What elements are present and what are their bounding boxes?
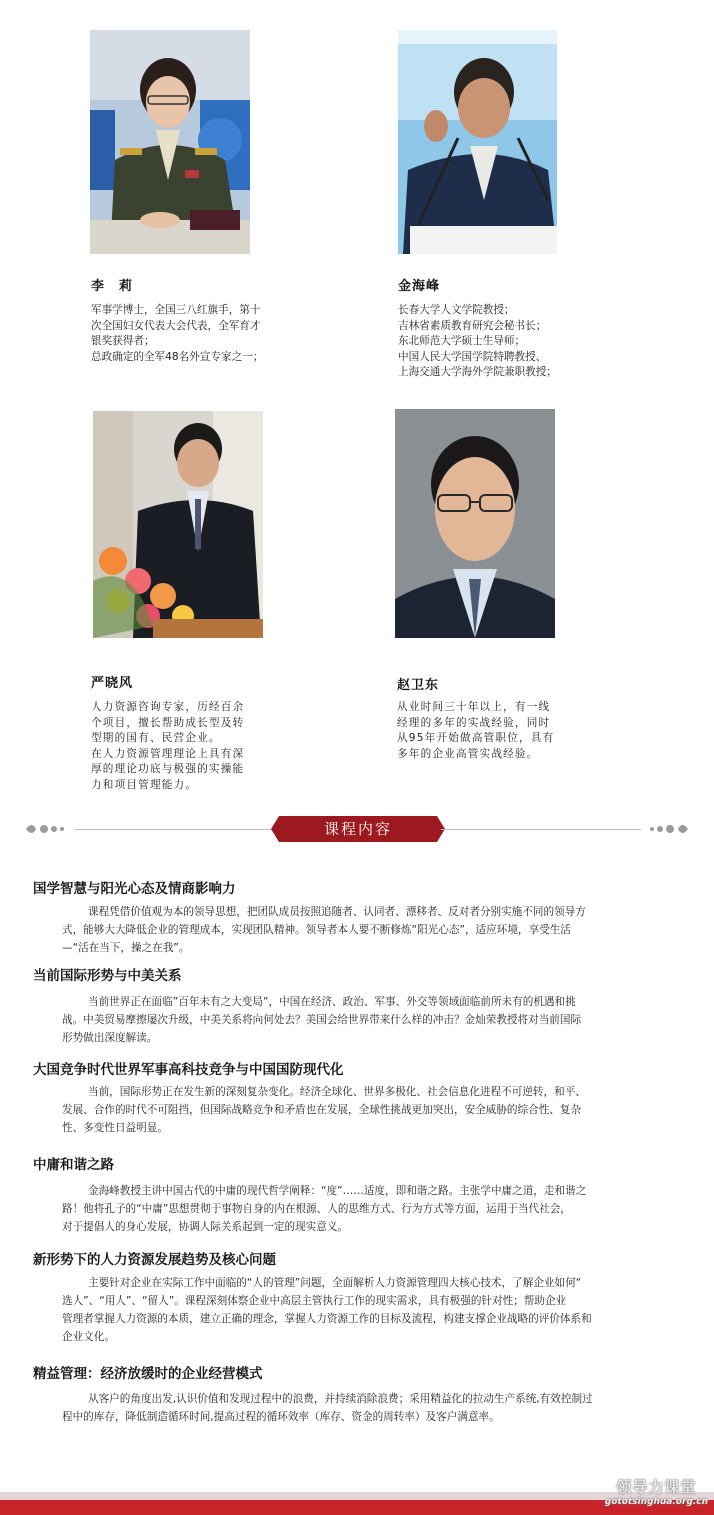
course-line: 企业文化。 [62, 1331, 115, 1343]
portrait-lecturer-microphone-icon [398, 30, 557, 254]
course-title: 大国竞争时代世界军事高科技竞争与中国国防现代化 [33, 1062, 344, 1078]
ornament-right-icon [644, 818, 690, 840]
bio-line: 厚的理论功底与极强的实操能 [91, 763, 245, 775]
speaker-name: 严晓风 [91, 676, 134, 691]
course-title: 精益管理：经济放缓时的企业经营模式 [33, 1366, 263, 1382]
bio-line: 中国人民大学国学院特聘教授、 [398, 350, 547, 363]
bio-line: 从95年开始做高管职位，具有 [397, 732, 555, 744]
course-description [62, 993, 650, 1047]
bio-line: 东北师范大学硕士生导师； [398, 335, 526, 347]
bio-line: 在人力资源管理理论上具有深 [91, 747, 245, 760]
bio-line: 总政确定的全军48名外宣专家之一； [91, 350, 264, 363]
course-line: 式，能够大大降低企业的管理成本，实现团队精神。领导者本人要不断修炼“阳光心态”，适应环境，享受生活 [62, 924, 571, 936]
bio-line: 银奖获得者； [91, 335, 155, 347]
speaker-bio [91, 700, 244, 793]
course-line: 程中的库存，降低制造循环时间,提高过程的循环效率（库存、资金的周转率）及客户满意率。 [62, 1411, 500, 1423]
course-line: 当前，国际形势正在发生新的深刻复杂变化。经济全球化、世界多极化、社会信息化进程不可逆转，和平、 [88, 1086, 586, 1098]
course-title: 新形势下的人力资源发展趋势及核心问题 [33, 1252, 276, 1268]
course-title: 中庸和谐之路 [33, 1157, 114, 1173]
divider-line-left [75, 829, 275, 830]
course-line: 形势做出深度解读。 [62, 1032, 158, 1044]
course-line: 课程凭借价值观为本的领导思想，把团队成员按照追随者、认同者、漂移者、反对者分别实施不同的领导方 [88, 906, 586, 918]
course-title: 国学智慧与阳光心态及情商影响力 [33, 881, 236, 897]
watermark-url: gototsinghua.org.cn [604, 1497, 708, 1507]
course-description [62, 1274, 650, 1346]
ornament-left-icon [24, 818, 70, 840]
course-line: 管理者掌握人力资源的本质，建立正确的理念，掌握人力资源工作的目标及流程，构建支撑企业战略的评价体系和 [62, 1313, 592, 1325]
bio-line: 经理的多年的实战经验，同时 [397, 716, 551, 729]
course-line: 当前世界正在面临”百年未有之大变局”，中国在经济、政治、军事、外交等领域面临前所未有的机遇和挑 [88, 996, 576, 1008]
course-title: 当前国际形势与中美关系 [33, 968, 182, 984]
course-line: 战。中美贸易摩擦屡次升级，中美关系将向何处去？美国会给世界带来什么样的冲击？金灿荣教授将对当前国际 [62, 1014, 582, 1026]
course-description [62, 903, 650, 957]
bio-line: 吉林省素质教育研究会秘书长； [398, 319, 547, 332]
course-line: 从客户的角度出发,认识价值和发现过程中的浪费，并持续消除浪费；采用精益化的拉动生产系统,有效控制过 [88, 1393, 593, 1405]
portrait-speaker-podium-flowers-icon [93, 411, 263, 638]
bio-line: 型期的国有、民营企业。 [91, 732, 221, 744]
course-line: 发展、合作的时代不可阻挡，但国际战略竞争和矛盾也在发展，全球性挑战更加突出，安全威胁的综合性、复杂 [62, 1104, 582, 1116]
bio-line: 个项目，擅长帮助成长型及转 [91, 716, 245, 729]
speaker-bio [91, 303, 263, 365]
course-line: 主要针对企业在实际工作中面临的“人的管理”问题，全面解析人力资源管理四大核心技术，了解企业如何“ [88, 1277, 582, 1289]
course-line: 金海峰教授主讲中国古代的中庸的现代哲学阐释：“度”……适度，即和谐之路。主张学中庸之道，走和谐之 [88, 1185, 587, 1197]
course-line: 路！他将孔子的“中庸”思想贯彻于事物自身的内在根源、人的思维方式、行为方式等方面，运用于当代社会， [62, 1203, 571, 1215]
course-line: —“活在当下，操之在我”。 [62, 942, 190, 954]
speaker-name: 赵卫东 [397, 678, 440, 693]
watermark [605, 1476, 708, 1507]
watermark-title: 领导力课堂 [616, 1478, 697, 1496]
portrait-military-officer-icon [90, 30, 250, 254]
portrait-formal-headshot-icon [395, 409, 555, 638]
speaker-name: 金海峰 [398, 279, 441, 294]
divider-line-right [441, 829, 641, 830]
bio-line: 多年的企业高管实战经验。 [397, 747, 539, 760]
bio-line: 人力资源咨询专家，历经百余 [91, 701, 245, 713]
course-description [62, 1182, 650, 1236]
bio-line: 从业时间三十年以上，有一线 [397, 701, 551, 713]
section-divider [0, 814, 714, 844]
course-line: 性、多变性日益明显。 [62, 1122, 168, 1134]
course-description [62, 1390, 650, 1426]
section-header: 课程内容 [279, 816, 437, 842]
course-description [62, 1083, 650, 1137]
course-line: 选人”、“用人”、“留人”。课程深刻体察企业中高层主管执行工作的现实需求，具有极强的针对性；帮助企业 [62, 1295, 567, 1307]
speaker-bio [397, 700, 554, 762]
bio-line: 上海交通大学海外学院兼职教授； [398, 366, 557, 378]
speaker-bio [398, 303, 557, 381]
bio-line: 次全国妇女代表大会代表，全军育才 [91, 319, 261, 332]
course-line: 对于提倡人的身心发展，协调人际关系起到一定的现实意义。 [62, 1221, 349, 1233]
bio-line: 军事学博士，全国三八红旗手，第十 [91, 304, 261, 316]
speaker-name: 李 莉 [91, 279, 134, 294]
bio-line: 力和项目管理能力。 [91, 778, 198, 791]
bio-line: 长春大学人文学院教授； [398, 304, 515, 316]
